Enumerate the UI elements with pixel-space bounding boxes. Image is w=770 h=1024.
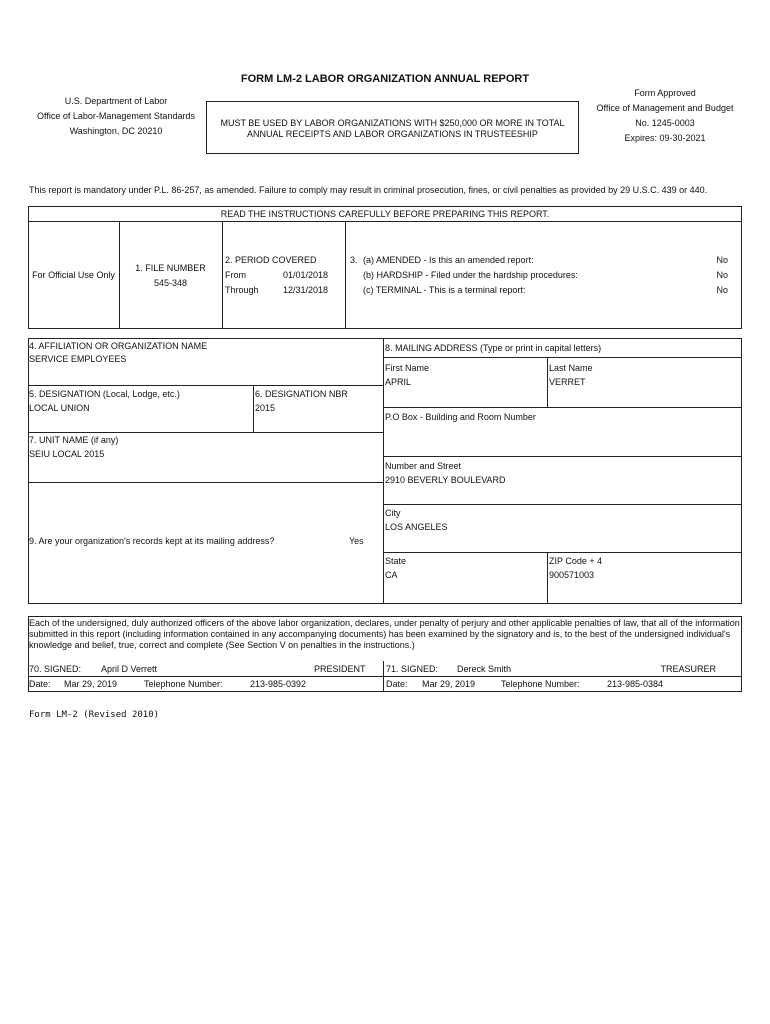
agency-line-2: Office of Labor-Management Standards <box>37 111 195 121</box>
terminal-label: (c) TERMINAL - This is a terminal report: <box>363 285 526 295</box>
first-name-label: First Name <box>385 363 430 373</box>
state-value: CA <box>385 570 398 580</box>
phone70-value: 213-985-0392 <box>250 679 307 689</box>
mailing-address-label: 8. MAILING ADDRESS (Type or print in capital letters) <box>385 343 602 353</box>
designation-value: LOCAL UNION <box>29 403 90 413</box>
declaration-text: Each of the undersigned, duly authorized officers of the above labor organization, declares, under penalty of perjury and other applicable penalties of law, that all of the information submitted in this report (including information contained in any accompanying documents) has been examined by the signatory and is, to the best of the undersigned individual's knowledge and belief, true, correct and complete (See Section V on penalties in the instructions.) <box>29 618 740 650</box>
approval-line-1: Form Approved <box>634 88 696 98</box>
period-from-value: 01/01/2018 <box>283 270 329 280</box>
terminal-value: No <box>716 285 728 295</box>
state-label: State <box>385 556 407 566</box>
signed70-title: PRESIDENT <box>314 664 366 674</box>
agency-line-1: U.S. Department of Labor <box>64 96 168 106</box>
city-value: LOS ANGELES <box>385 522 448 532</box>
signed71-title: TREASURER <box>660 664 716 674</box>
signed71-name: Dereck Smith <box>457 664 512 674</box>
affiliation-label: 4. AFFILIATION OR ORGANIZATION NAME <box>29 341 208 351</box>
street-label: Number and Street <box>385 461 462 471</box>
designation-nbr-label: 6. DESIGNATION NBR <box>255 389 348 399</box>
hardship-value: No <box>716 270 728 280</box>
unit-name-value: SEIU LOCAL 2015 <box>29 449 105 459</box>
instructions-banner: READ THE INSTRUCTIONS CAREFULLY BEFORE PREPARING THIS REPORT. <box>220 209 550 219</box>
date70-value: Mar 29, 2019 <box>64 679 118 689</box>
period-from-label: From <box>225 270 246 280</box>
official-use-label: For Official Use Only <box>32 270 115 280</box>
file-number-label: 1. FILE NUMBER <box>135 263 206 273</box>
zip-label: ZIP Code + 4 <box>549 556 603 566</box>
approval-line-4: Expires: 09-30-2021 <box>624 133 706 143</box>
form-title: FORM LM-2 LABOR ORGANIZATION ANNUAL REPORT <box>240 73 530 85</box>
mandatory-notice: This report is mandatory under P.L. 86-257, as amended. Failure to comply may result in criminal prosecution, fines, or civil penalties as provided by 29 U.S.C. 439 or 440. <box>29 185 708 195</box>
period-through-value: 12/31/2018 <box>283 285 329 295</box>
date71-value: Mar 29, 2019 <box>422 679 476 689</box>
signed71-label: 71. SIGNED: <box>386 664 439 674</box>
period-covered-label: 2. PERIOD COVERED <box>225 255 317 265</box>
date71-label: Date: <box>386 679 408 689</box>
approval-line-2: Office of Management and Budget <box>596 103 734 113</box>
po-box-label: P.O Box - Building and Room Number <box>385 412 536 422</box>
notice-text: MUST BE USED BY LABOR ORGANIZATIONS WITH $250,000 OR MORE IN TOTAL ANNUAL RECEIPTS AND LABOR ORGANIZATIONS IN TRUSTEESHIP <box>220 118 565 139</box>
agency-line-3: Washington, DC 20210 <box>69 126 163 136</box>
phone71-value: 213-985-0384 <box>607 679 664 689</box>
records-answer: Yes <box>349 536 364 546</box>
amended-label: (a) AMENDED - Is this an amended report: <box>363 255 534 265</box>
designation-label: 5. DESIGNATION (Local, Lodge, etc.) <box>29 389 180 399</box>
file-number-value: 545-348 <box>153 278 188 288</box>
notice-box <box>206 101 579 154</box>
affiliation-value: SERVICE EMPLOYEES <box>29 354 127 364</box>
city-label: City <box>385 508 401 518</box>
date70-label: Date: <box>29 679 51 689</box>
phone70-label: Telephone Number: <box>144 679 223 689</box>
unit-name-label: 7. UNIT NAME (if any) <box>29 435 119 445</box>
last-name-value: VERRET <box>549 377 586 387</box>
records-question: 9. Are your organization's records kept at its mailing address? <box>29 536 275 546</box>
last-name-label: Last Name <box>549 363 593 373</box>
item3-number: 3. <box>350 255 358 265</box>
designation-nbr-value: 2015 <box>255 403 276 413</box>
signed70-name: April D Verrett <box>101 664 158 674</box>
zip-value: 900571003 <box>549 570 595 580</box>
phone71-label: Telephone Number: <box>501 679 580 689</box>
amended-value: No <box>716 255 728 265</box>
street-value: 2910 BEVERLY BOULEVARD <box>385 475 506 485</box>
first-name-value: APRIL <box>385 377 412 387</box>
hardship-label: (b) HARDSHIP - Filed under the hardship procedures: <box>363 270 578 280</box>
approval-line-3: No. 1245-0003 <box>635 118 695 128</box>
form-revision-footer: Form LM-2 (Revised 2010) <box>29 710 160 720</box>
period-through-label: Through <box>225 285 259 295</box>
signed70-label: 70. SIGNED: <box>29 664 82 674</box>
